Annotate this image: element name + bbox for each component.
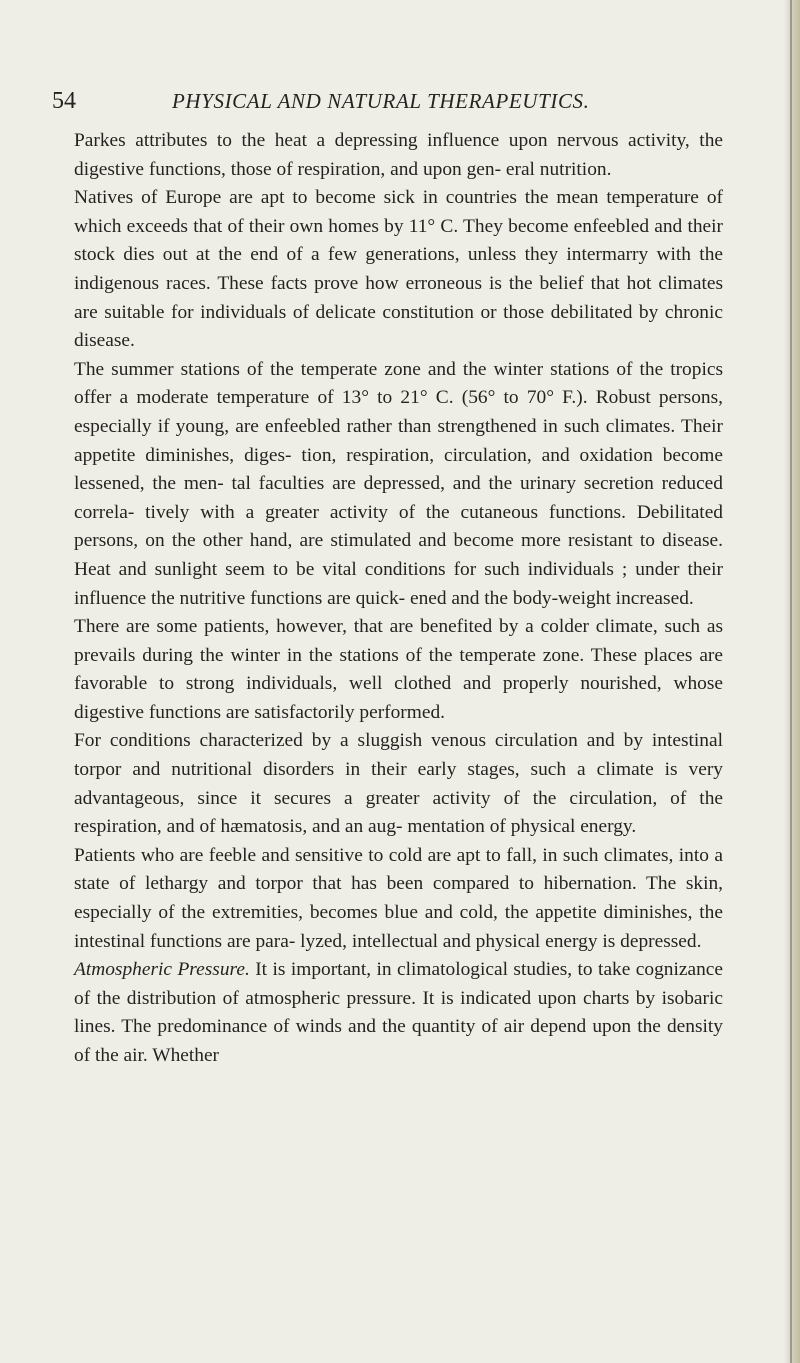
running-title: PHYSICAL AND NATURAL THERAPEUTICS. xyxy=(172,89,590,113)
section-heading: Atmospheric Pressure. xyxy=(74,959,250,981)
paragraph: There are some patients, however, that are benefited by a colder climate, such as prevails during the winter in the stations of the temperate zone. These places are favorable to strong individuals, well clothed and properly nourished, whose digestive functions are satisfactorily performed. xyxy=(74,616,723,723)
paragraph: Patients who are feeble and sensitive to cold are apt to fall, in such climates, into a state of lethargy and torpor that has been compared to hibernation. The skin, especially of the extremities, becomes blue and cold, the appetite diminishes, the intestinal functions are para- lyzed, intellectual and physical energy is depressed. xyxy=(74,844,723,952)
paragraph: Natives of Europe are apt to become sick in countries the mean temperature of which exceeds that of their own homes by 11° C. They become enfeebled and their stock dies out at the end of a few generations, unless they intermarry with the indigenous races. These facts prove how erroneous is the belief that hot climates are suitable for individuals of delicate constitution or those debilitated by chronic disease. xyxy=(74,187,723,352)
page-number: 54 xyxy=(52,88,76,114)
paragraph-text: It is important, in climatological studies, to take cognizance of the distribution of atmospheric pressure. It is indicated upon charts by isobaric lines. The predominance of winds and the quantity of air depend upon the density of the air. Whether xyxy=(74,959,723,1066)
paragraph: Parkes attributes to the heat a depressing influence upon nervous activity, the digestive functions, those of respiration, and upon gen- eral nutrition. xyxy=(74,130,723,180)
page-edge-shadow xyxy=(784,0,800,1363)
paragraph: For conditions characterized by a sluggish venous circulation and by intestinal torpor and nutritional disorders in their early stages, such a climate is very advantageous, since it secures a greater activity of the circulation, of the respiration, and of hæmatosis, and an aug- mentation of physical energy. xyxy=(74,730,723,838)
paragraph: The summer stations of the temperate zone and the winter stations of the tropics offer a moderate temperature of 13° to 21° C. (56° to 70° F.). Robust persons, especially if young, are enfeebled rather than strengthened in such climates. Their appetite diminishes, diges- tion, respiration, circulation, and oxidation become lessened, the men- tal faculties are depressed, and the urinary secretion reduced correla- tively with a greater activity of the cutaneous functions. Debilitated persons, on the other hand, are stimulated and become more resistant to disease. Heat and sunlight seem to be vital conditions for such individuals ; under their influence the nutritive functions are quick- ened and the body-weight increased. xyxy=(74,358,723,609)
paragraph xyxy=(74,956,723,1070)
body-text xyxy=(74,127,723,1071)
page-edge-line xyxy=(790,0,792,1363)
page-header xyxy=(52,86,732,116)
